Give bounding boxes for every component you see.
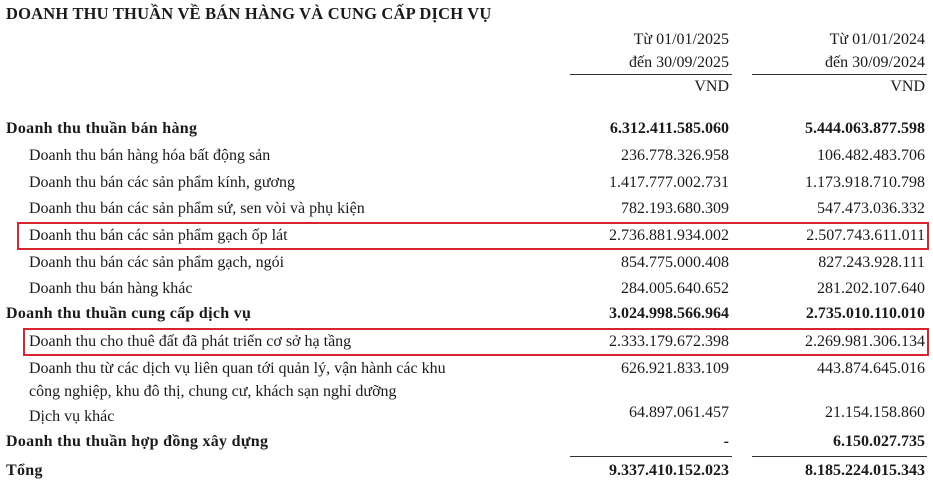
- total-divider-col2: [752, 456, 927, 457]
- row-value-2025: 236.778.326.958: [621, 147, 729, 164]
- row-value-2024: 1.173.918.710.798: [805, 174, 925, 191]
- row-label-continued: công nghiệp, khu đô thị, chung cư, khách sạn nghỉ dưỡng: [29, 383, 397, 400]
- row-value-2025: 2.736.881.934.002: [609, 227, 729, 244]
- row-value-2024: 2.735.010.110.010: [805, 305, 925, 322]
- row-value-2024: 106.482.483.706: [817, 147, 925, 164]
- row-value-2024: 827.243.928.111: [818, 254, 925, 271]
- row-value-2025: -: [723, 433, 729, 450]
- row-value-2025: 9.337.410.152.023: [609, 462, 729, 479]
- col2-header-to: đến 30/09/2024: [825, 54, 925, 71]
- row-label: Doanh thu từ các dịch vụ liên quan tới quản lý, vận hành các khu: [29, 360, 446, 377]
- col2-header-from: Từ 01/01/2024: [829, 31, 925, 48]
- row-value-2024: 443.874.645.016: [817, 360, 925, 377]
- row-label: Doanh thu cho thuê đất đã phát triển cơ sở hạ tầng: [29, 333, 352, 350]
- col2-header-unit: VND: [890, 78, 925, 95]
- row-value-2025: 2.333.179.672.398: [609, 333, 729, 350]
- row-value-2025: 3.024.998.566.964: [609, 305, 729, 322]
- row-value-2024: 5.444.063.877.598: [805, 120, 925, 137]
- row-value-2025: 284.005.640.652: [621, 280, 729, 297]
- row-value-2025: 64.897.061.457: [629, 404, 729, 421]
- row-value-2024: 547.473.036.332: [817, 200, 925, 217]
- row-value-2025: 6.312.411.585.060: [609, 120, 729, 137]
- highlight-box-tiles: [17, 222, 929, 250]
- row-label: Doanh thu bán hàng hóa bất động sản: [29, 147, 271, 164]
- highlight-box-land-lease: [23, 328, 929, 356]
- row-value-2024: 6.150.027.735: [833, 433, 925, 450]
- col1-header-to: đến 30/09/2025: [629, 54, 729, 71]
- row-value-2024: 281.202.107.640: [817, 280, 925, 297]
- row-value-2024: 8.185.224.015.343: [805, 462, 925, 479]
- row-label: Doanh thu bán các sản phẩm gạch ốp lát: [29, 227, 288, 244]
- row-label: Doanh thu thuần cung cấp dịch vụ: [6, 305, 252, 322]
- row-label: Doanh thu thuần bán hàng: [6, 120, 198, 137]
- row-value-2024: 2.269.981.306.134: [805, 333, 925, 350]
- row-label: Doanh thu bán các sản phẩm sứ, sen vòi và phụ kiện: [29, 200, 365, 217]
- row-label: Doanh thu bán các sản phẩm gạch, ngói: [29, 254, 285, 271]
- row-value-2025: 626.921.833.109: [621, 360, 729, 377]
- row-label: Doanh thu thuần hợp đồng xây dựng: [6, 433, 269, 450]
- row-label: Doanh thu bán các sản phẩm kính, gương: [29, 174, 295, 191]
- section-title: DOANH THU THUẦN VỀ BÁN HÀNG VÀ CUNG CẤP DỊCH VỤ: [6, 4, 492, 23]
- col1-header-unit: VND: [694, 78, 729, 95]
- total-divider-col1: [570, 456, 732, 457]
- row-value-2025: 782.193.680.309: [621, 200, 729, 217]
- row-value-2024: 2.507.743.611.011: [806, 227, 925, 244]
- row-value-2024: 21.154.158.860: [825, 404, 925, 421]
- row-value-2025: 1.417.777.002.731: [609, 174, 729, 191]
- row-label: Dịch vụ khác: [29, 408, 115, 425]
- row-value-2025: 854.775.000.408: [621, 254, 729, 271]
- col1-header-from: Từ 01/01/2025: [633, 31, 729, 48]
- row-label: Tổng: [6, 462, 43, 479]
- row-label: Doanh thu bán hàng khác: [29, 280, 193, 297]
